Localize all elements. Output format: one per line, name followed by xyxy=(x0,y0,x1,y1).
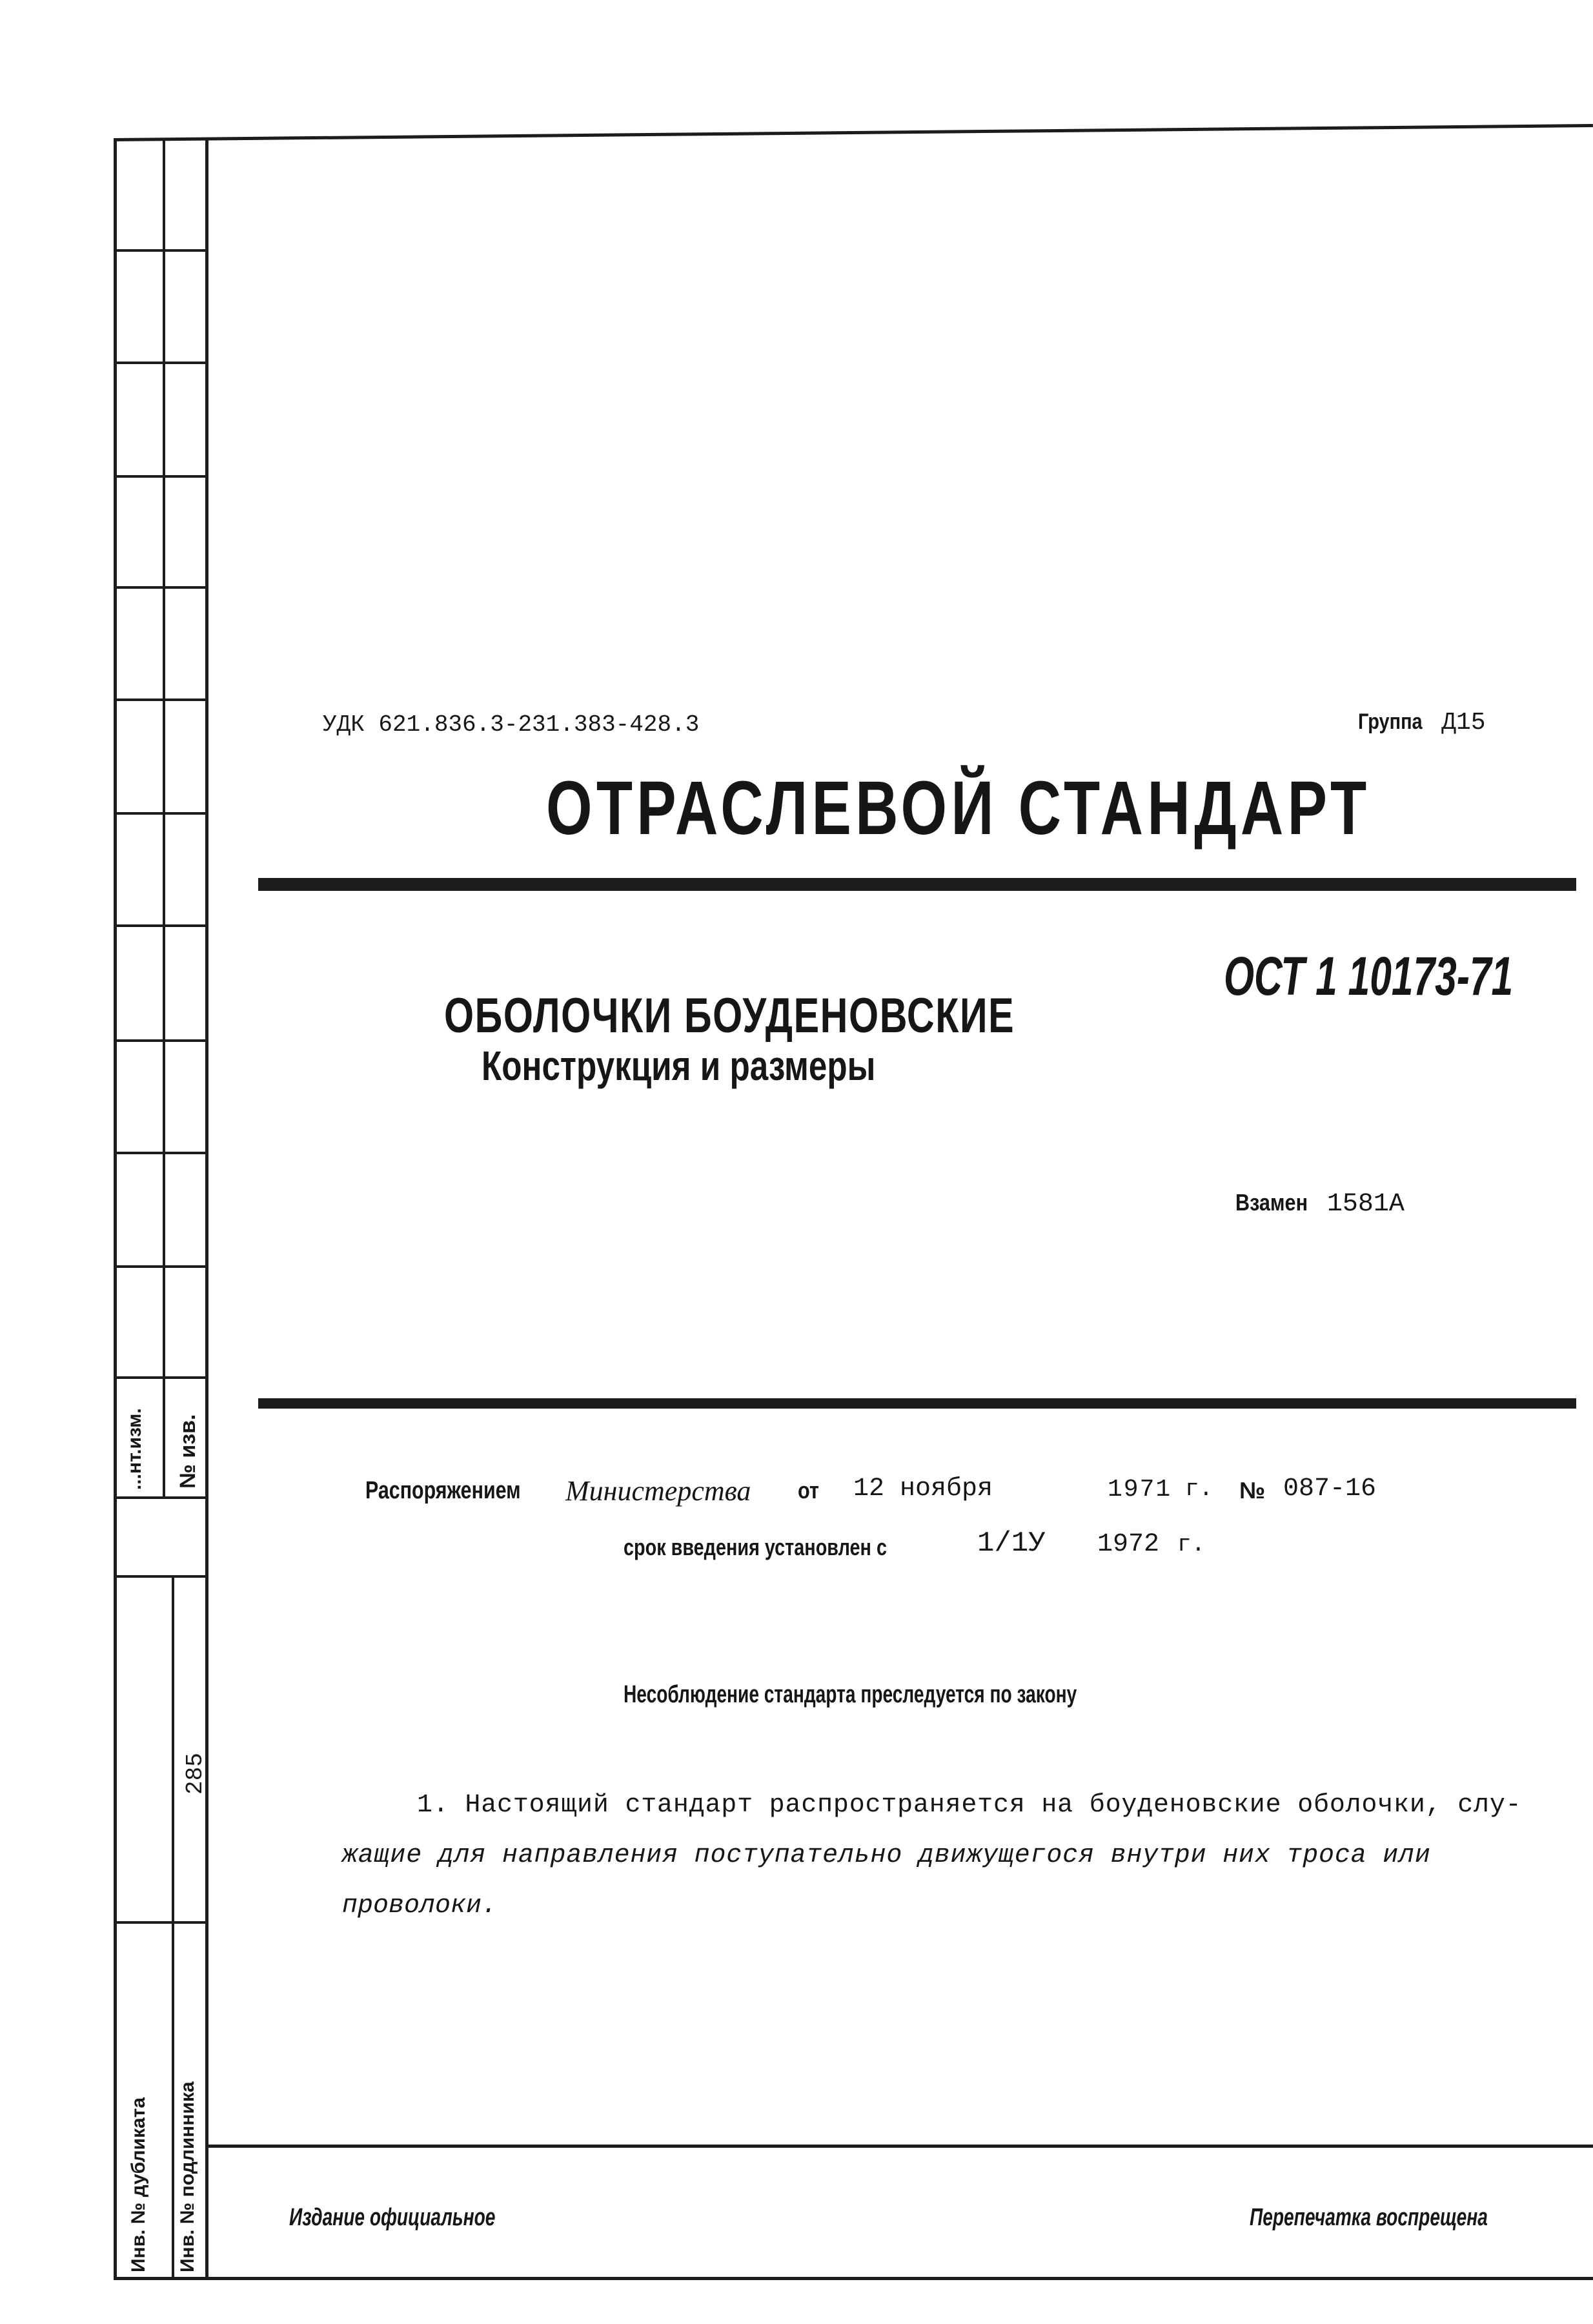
page-title: ОТРАСЛЕВОЙ СТАНДАРТ xyxy=(546,766,1371,851)
decree-from: от xyxy=(798,1477,819,1503)
side-cell-line xyxy=(114,249,207,252)
side-cell-line xyxy=(114,1265,207,1268)
frame-top-border xyxy=(114,124,1593,141)
side-stamp-change-inv: ...нт.изм. xyxy=(124,1408,145,1490)
side-cell-line xyxy=(114,924,207,927)
side-cell-line xyxy=(114,362,207,364)
footer-official-edition: Издание официальное xyxy=(289,2204,496,2231)
replaces-label: Взамен xyxy=(1235,1189,1308,1216)
side-stamp-orig-inv: Инв. № подлинника xyxy=(177,2081,198,2272)
decree-year-suffix: г. xyxy=(1185,1476,1213,1502)
group-value: Д15 xyxy=(1441,709,1486,737)
side-stamp-change-no: № изв. xyxy=(176,1414,200,1489)
decree-number: 087-16 xyxy=(1283,1474,1377,1503)
body-line-3: проволоки. xyxy=(342,1891,498,1921)
subject-title: ОБОЛОЧКИ БОУДЕНОВСКИЕ xyxy=(444,988,1015,1043)
subject-subtitle: Конструкция и размеры xyxy=(482,1043,876,1089)
footer-reprint-forbidden: Перепечатка воспрещена xyxy=(1250,2204,1488,2231)
title-rule xyxy=(258,878,1576,891)
side-cell-line xyxy=(114,812,207,815)
effective-year: 1972 xyxy=(1097,1530,1160,1559)
side-cell-line xyxy=(114,1496,207,1499)
udk-code: УДК 621.836.3-231.383-428.3 xyxy=(323,711,700,738)
side-cell-line xyxy=(114,475,207,478)
replaces-block xyxy=(1235,1189,1405,1219)
decree-year: 1971 xyxy=(1108,1476,1172,1503)
standard-number: ОСТ 1 10173-71 xyxy=(1224,946,1514,1006)
group-label-block xyxy=(1358,709,1486,737)
footer-rule xyxy=(207,2145,1593,2148)
effective-date: 1/1У xyxy=(977,1527,1046,1560)
frame-bottom-border xyxy=(114,2277,1593,2280)
side-stamp-inv-number: 285 xyxy=(182,1753,208,1795)
replaces-value: 1581А xyxy=(1326,1190,1405,1219)
body-line-2: жащие для направления поступательно движущегося внутри них троса или xyxy=(342,1841,1431,1870)
side-cell-line xyxy=(114,1575,207,1578)
side-cell-line xyxy=(114,586,207,589)
law-notice: Несоблюдение стандарта преследуется по закону xyxy=(624,1681,1077,1708)
side-cell-line xyxy=(114,1152,207,1154)
frame-left-border xyxy=(114,139,117,2279)
side-cell-line xyxy=(114,1921,207,1924)
section-rule xyxy=(258,1398,1576,1409)
side-cell-line xyxy=(114,698,207,701)
group-label: Группа xyxy=(1358,709,1423,734)
side-strip-divider-lower xyxy=(172,1575,174,2279)
side-stamp-dup-inv: Инв. № дубликата xyxy=(128,2097,149,2272)
effective-year-suffix: г. xyxy=(1177,1531,1206,1558)
decree-ministry: Министерства xyxy=(565,1475,751,1507)
side-cell-line xyxy=(114,1376,207,1379)
effective-label: срок введения установлен с xyxy=(624,1534,887,1560)
decree-number-sign: № xyxy=(1239,1477,1266,1503)
decree-label: Распоряжением xyxy=(365,1477,521,1504)
decree-date: 12 ноября xyxy=(853,1474,993,1503)
side-strip-divider xyxy=(163,139,165,1496)
body-line-1: 1. Настоящий стандарт распространяется на боуденовские оболочки, слу- xyxy=(417,1791,1522,1820)
side-cell-line xyxy=(114,1039,207,1042)
frame-inner-left-border xyxy=(205,139,208,2279)
